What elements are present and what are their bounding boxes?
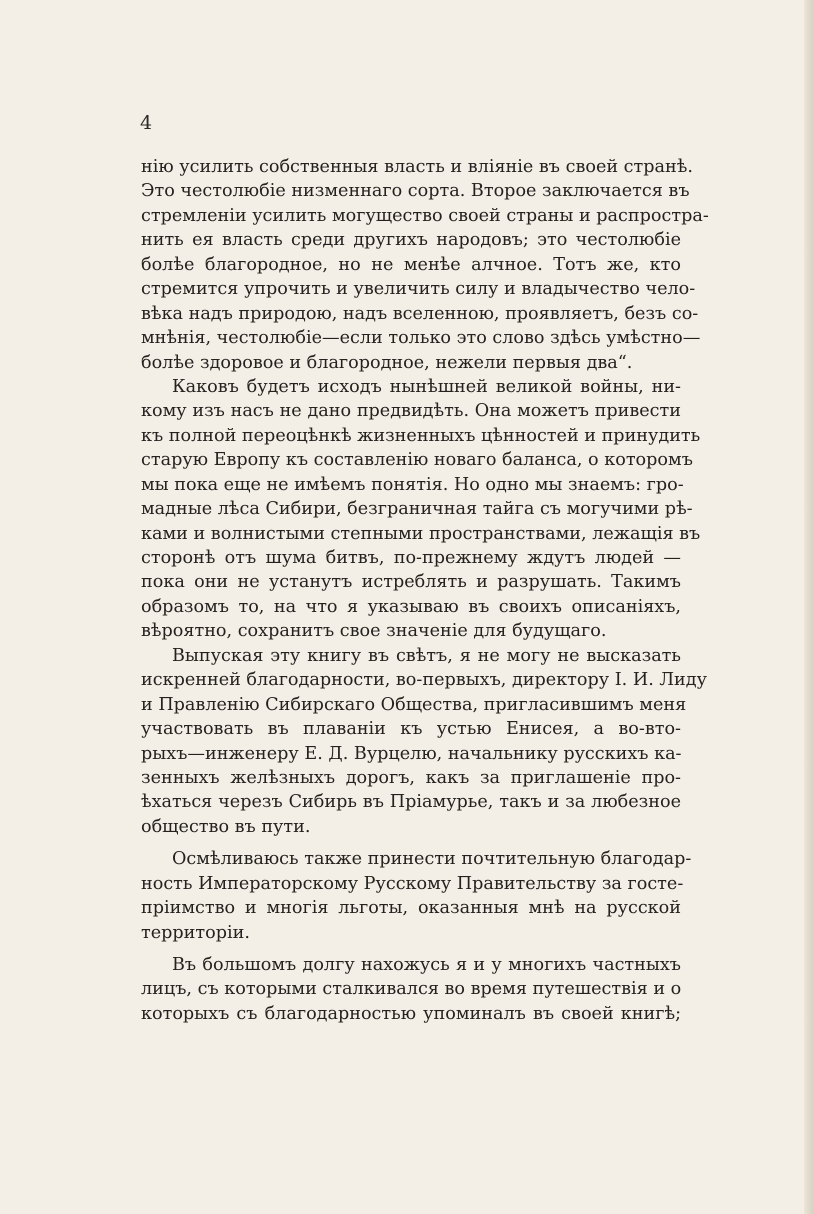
text-line: мнѣнія, честолюбіе—если только это слово здѣсь умѣстно— <box>141 328 701 349</box>
text-line: Выпуская эту книгу въ свѣтъ, я не могу не высказать <box>172 645 681 666</box>
text-line: ками и волнистыми степными пространствами, лежащія въ <box>141 523 701 544</box>
page-edge <box>804 0 813 1214</box>
text-line: искренней благодарности, во-первыхъ, директору І. И. Лиду <box>141 670 707 691</box>
text-line: мадные лѣса Сибири, безграничная тайга съ могучими рѣ- <box>141 499 693 520</box>
text-line: старую Европу къ составленію новаго баланса, о которомъ <box>141 450 693 471</box>
text-line: нію усилить собственныя власть и вліяніе въ своей странѣ. <box>141 157 693 177</box>
text-line: пріимство и многія льготы, оказанныя мнѣ на русской <box>141 898 681 919</box>
text-line: стремленіи усилить могущество своей страны и распростра- <box>141 205 709 226</box>
text-line: болѣе здоровое и благородное, нежели первыя два“. <box>141 352 633 373</box>
text-line: рыхъ—инженеру Е. Д. Вурцелю, начальнику русскихъ ка- <box>141 743 682 764</box>
text-line: нить ея власть среди другихъ народовъ; это честолюбіе <box>141 230 681 251</box>
text-line: Въ большомъ долгу нахожусь я и у многихъ частныхъ <box>172 955 681 975</box>
text-line: мы пока еще не имѣемъ понятія. Но одно мы знаемъ: гро- <box>141 474 684 495</box>
paragraph-gap <box>141 839 681 847</box>
text-line: участвовать въ плаваніи къ устью Енисея, а во-вто- <box>141 719 681 740</box>
text-line: зенныхъ желѣзныхъ дорогъ, какъ за приглашеніе про- <box>141 767 681 788</box>
text-line: сторонѣ отъ шума битвъ, по-прежнему ждутъ людей — <box>141 548 681 568</box>
text-line: и Правленію Сибирскаго Общества, пригласившимъ меня <box>141 694 687 715</box>
text-line: Осмѣливаюсь также принести почтительную благодар- <box>172 849 692 870</box>
text-line: кому изъ насъ не дано предвидѣть. Она можетъ привести <box>141 401 681 422</box>
text-line: болѣе благородное, но не менѣе алчное. Тотъ же, кто <box>141 254 681 275</box>
page-number: 4 <box>140 112 153 134</box>
text-line: стремится упрочить и увеличить силу и владычество чело- <box>141 279 696 300</box>
text-line: ѣхаться черезъ Сибирь въ Пріамурье, такъ и за любезное <box>141 792 681 813</box>
text-line: ность Императорскому Русскому Правительству за госте- <box>141 873 684 894</box>
text-line: къ полной переоцѣнкѣ жизненныхъ цѣнностей и принудить <box>141 425 701 446</box>
text-line: Это честолюбіе низменнаго сорта. Второе заключается въ <box>141 181 690 202</box>
text-line: лицъ, съ которыми сталкивался во время путешествія и о <box>141 979 682 1000</box>
text-line: вѣка надъ природою, надъ вселенною, проявляетъ, безъ со- <box>141 303 699 324</box>
paragraph-gap <box>141 945 681 953</box>
text-line: образомъ то, на что я указываю въ своихъ описаніяхъ, <box>141 596 681 617</box>
body-text <box>141 155 709 1026</box>
text-line: территоріи. <box>141 922 250 943</box>
text-line: пока они не устанутъ истреблять и разрушать. Такимъ <box>141 572 681 593</box>
text-line: Каковъ будетъ исходъ нынѣшней великой войны, ни- <box>172 376 681 397</box>
text-line: вѣроятно, сохранитъ свое значеніе для будущаго. <box>141 621 607 642</box>
text-line: которыхъ съ благодарностью упоминалъ въ своей книгѣ; <box>141 1003 681 1024</box>
text-line: общество въ пути. <box>141 816 311 837</box>
